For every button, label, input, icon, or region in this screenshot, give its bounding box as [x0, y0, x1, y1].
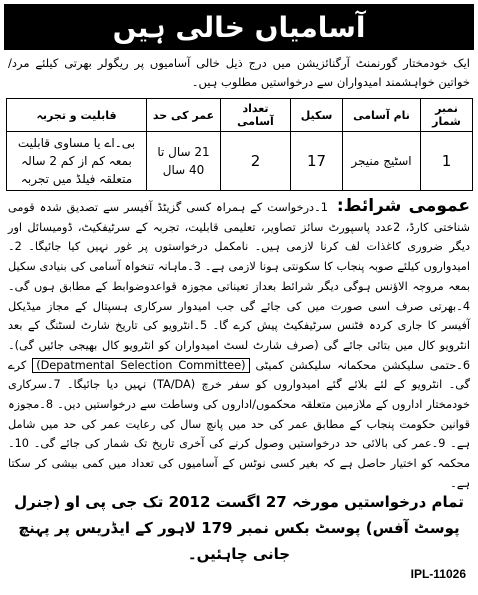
table-row: [7, 132, 473, 191]
cell-serial: 1: [421, 132, 473, 191]
closing-address: تمام درخواستیں مورخہ 27 اگست 2012 تک جی پی او (جنرل پوسٹ آفس) پوسٹ بکس نمبر 179 لاہور کے ایڈریس پر پہنچ جانی چاہئیں۔: [14, 493, 464, 563]
cell-scale: 17: [291, 132, 343, 191]
committee-label: (Depatmental Selection Committee): [32, 358, 249, 373]
headline-title: آسامیاں خالی ہیں: [112, 10, 366, 44]
table-header-row: [7, 99, 473, 132]
cell-post: اسٹیج منیجر: [343, 132, 421, 191]
terms-text-c: نہیں دیا جائیگا۔ 7۔سرکاری خودمختار اداروں کے ملازمین متعلقہ محکموں/اداروں کی وساطت سے درخواستیں دیں۔ 8۔مجوزہ قوانین حکومت پنجاب کے مطابق عمر کی حد میں پانچ سال کی رعایت عمر کی حد میں شامل ہے۔ 9۔عمر کی بالائی حد درخواستیں وصول کرنے کی آخری تاریخ تک شمار کی جائے گی۔ 10۔محکمہ کو اختیار حاصل ہے کہ بغیر کسی نوٹس کے آسامیوں کی تعداد میں کمی بیشی کر سکتا ہے۔: [8, 378, 470, 490]
general-terms: [8, 196, 470, 490]
header-serial: نمبر شمار: [421, 99, 473, 132]
header-scale: سکیل: [291, 99, 343, 132]
header-age: عمر کی حد: [147, 99, 221, 132]
cell-count: 2: [221, 132, 291, 191]
job-advertisement: [4, 4, 474, 587]
terms-text-b: کرے گی۔ انٹرویو کے لئے بلائے گئے امیدواروں کو سفر خرچ: [8, 358, 470, 392]
header-post: نام آسامی: [343, 99, 421, 132]
reference-number: IPL-11026: [410, 567, 466, 581]
cell-qualification: بی۔اے یا مساوی قابلیت بمعہ کم از کم 2 سالہ متعلقہ فیلڈ میں تجربہ: [7, 132, 147, 191]
headline-banner: [4, 4, 474, 50]
header-qualification: قابلیت و تجربہ: [7, 99, 147, 132]
vacancy-table: [6, 98, 473, 191]
intro-paragraph: ایک خودمختار گورنمنٹ آرگنائزیشن میں درج ذیل خالی آسامیوں پر ریگولر بھرتی کیلئے مرد/خواتین خواہشمند امیدواران سے درخواستیں مطلوب ہیں۔: [8, 56, 470, 89]
tada-label: (TA/DA): [152, 378, 196, 392]
cell-age: 21 سال تا 40 سال: [147, 132, 221, 191]
terms-heading: عمومی شرائط:: [336, 196, 470, 216]
terms-text-a: 1۔درخواست کے ہمراہ کسی گزیٹڈ آفیسر سے تصدیق شدہ قومی شناختی کارڈ، 2عدد پاسپورٹ سائز تصاویر، تعلیمی قابلیت، تجربہ کے سرٹیفکیٹ، ڈومیسائل اور دیگر ضروری کاغذات لف کرنا لازمی ہیں۔ نامکمل درخواستوں پر غور نہیں کیا جائیگا۔ 2۔امیدواروں کیلئے صوبہ پنجاب کا سکونتی ہونا لازمی ہے۔ 3۔ماہانہ تنخواہ آسامی کی بنیادی سکیل بمعہ مروجہ الاؤنس ہوگی دیگر شرائط بعداز تعیناتی مجوزہ قواعدوضوابط کے مطابق ہوں گی۔ 4۔بھرتی صرف اسی صورت میں کی جائے گی جب امیدوار سرکاری ہسپتال کے مجاز میڈیکل آفیسر کا جاری کردہ فٹنس سرٹیفکیٹ پیش کرے گا۔ 5۔انٹرویو کی تاریخ شارٹ لسٹنگ کے بعد انٹرویو کال میں بتائی جائے گی (صرف شارٹ لسٹ امیدواران کو انٹرویو کال بھیجی جائیں گی)۔ 6۔حتمی سلیکشن محکمانہ سلیکشن کمیٹی: [8, 201, 470, 372]
header-count: تعداد آسامی: [221, 99, 291, 132]
